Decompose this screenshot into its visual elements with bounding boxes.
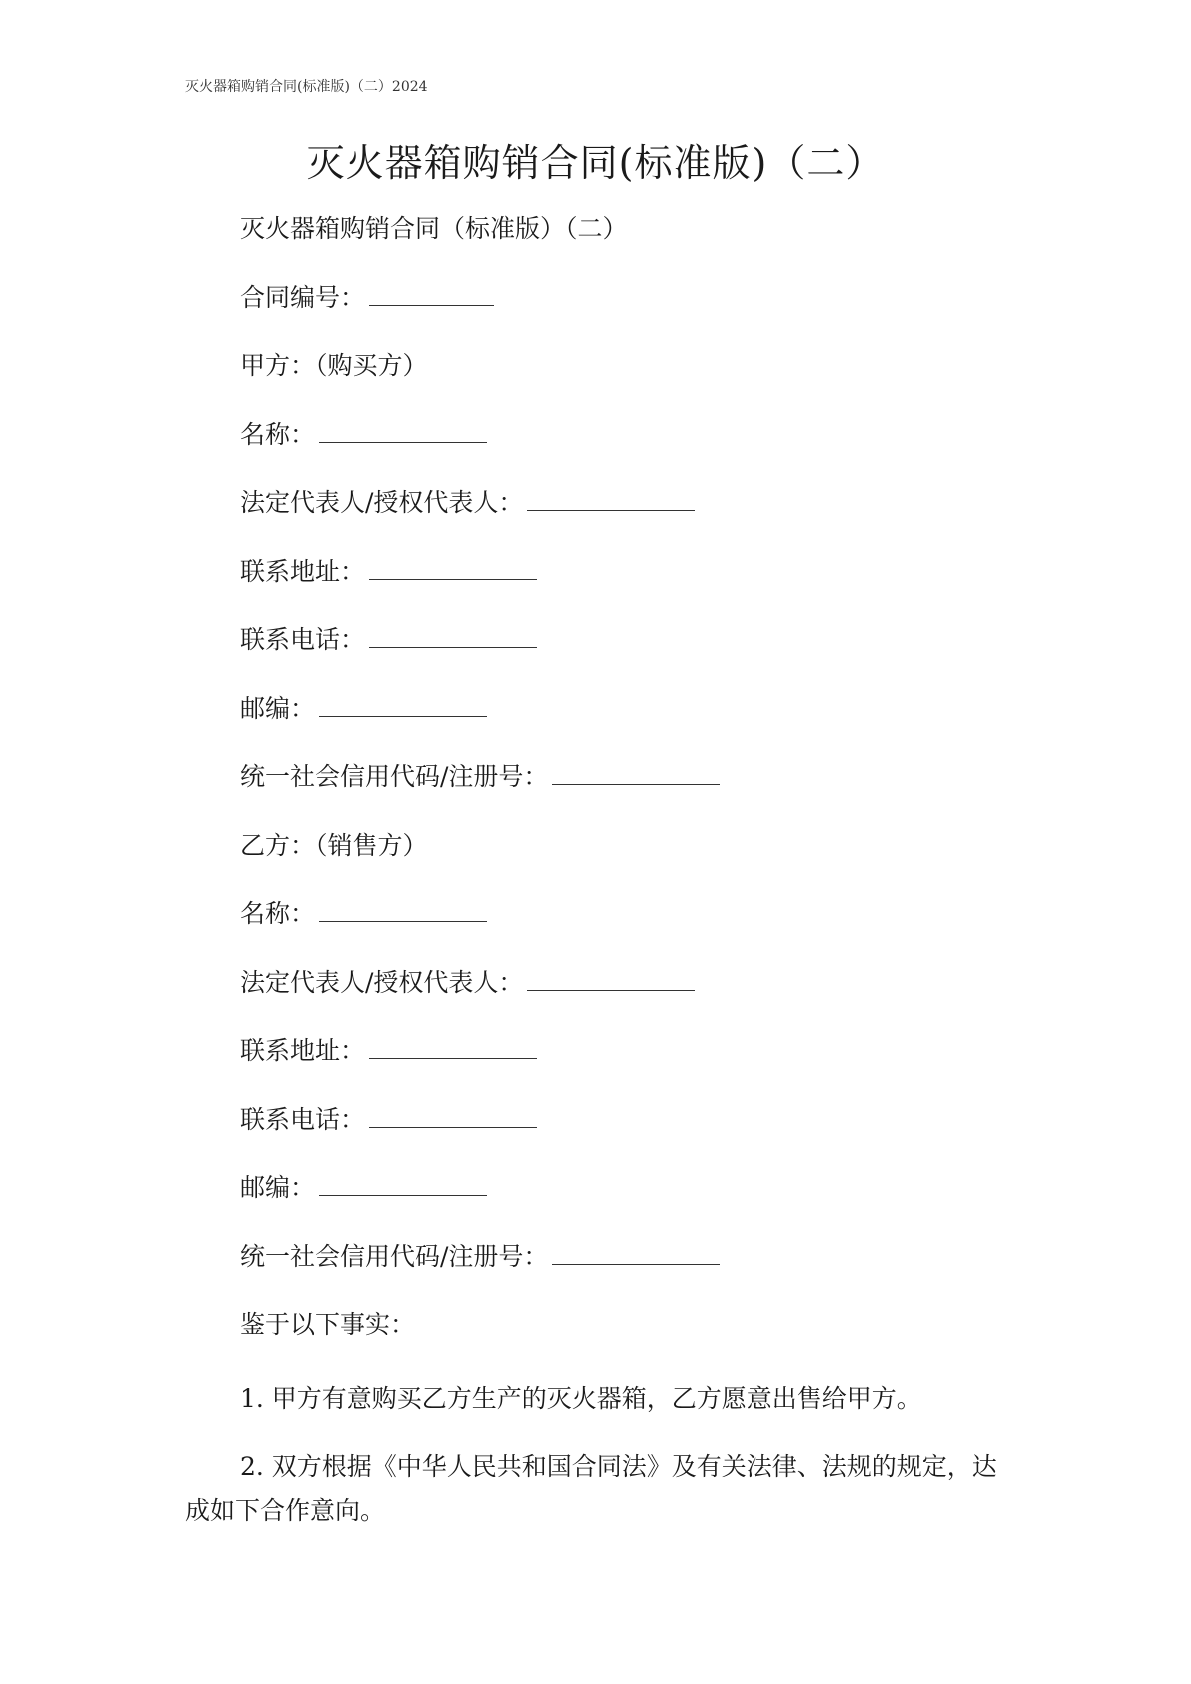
- recital-paragraph-1: 1. 甲方有意购买乙方生产的灭火器箱，乙方愿意出售给甲方。: [240, 1383, 922, 1413]
- fill-in-blank: [369, 281, 494, 306]
- section-heading: 乙方：（销售方）: [240, 830, 428, 860]
- field-party-b-credit-code: [185, 1240, 1015, 1309]
- field-label: 邮编：: [240, 693, 316, 723]
- fill-in-blank: [369, 555, 537, 580]
- party-a-heading: [185, 349, 1015, 418]
- field-party-b-representative: [185, 966, 1015, 1035]
- field-party-a-representative: [185, 486, 1015, 555]
- document-body: [185, 212, 1015, 1557]
- field-label: 邮编：: [240, 1173, 316, 1202]
- subtitle-text: 灭火器箱购销合同（标准版）（二）: [240, 214, 628, 243]
- section-heading: 鉴于以下事实：: [240, 1310, 416, 1339]
- party-b-heading: [185, 829, 1015, 898]
- fill-in-blank: [369, 1103, 537, 1128]
- field-party-a-name: [185, 418, 1015, 487]
- field-party-a-credit-code: [185, 760, 1015, 829]
- field-contract-number: [185, 281, 1015, 350]
- field-party-a-phone: [185, 623, 1015, 692]
- field-party-a-address: [185, 555, 1015, 624]
- field-label: 联系电话：: [240, 1104, 366, 1134]
- field-label: 联系地址：: [240, 1036, 366, 1065]
- document-title: 灭火器箱购销合同(标准版)（二）: [306, 141, 885, 185]
- fill-in-blank: [319, 897, 487, 922]
- fill-in-blank: [319, 1171, 487, 1196]
- field-label: 名称：: [240, 419, 316, 449]
- field-label: 名称：: [240, 899, 316, 928]
- fill-in-blank: [369, 1034, 537, 1059]
- fill-in-blank: [552, 1240, 720, 1265]
- field-party-b-address: [185, 1034, 1015, 1103]
- field-label: 统一社会信用代码/注册号：: [240, 1241, 549, 1271]
- recitals-heading: [185, 1308, 1015, 1377]
- fill-in-blank: [369, 623, 537, 648]
- fill-in-blank: [319, 418, 487, 443]
- field-label: 联系地址：: [240, 556, 366, 586]
- subtitle-line: [185, 212, 1015, 281]
- fill-in-blank: [552, 760, 720, 785]
- fill-in-blank: [527, 966, 695, 991]
- field-party-b-phone: [185, 1103, 1015, 1172]
- field-label: 合同编号：: [240, 282, 366, 312]
- field-party-a-postcode: [185, 692, 1015, 761]
- field-label: 联系电话：: [240, 625, 366, 654]
- field-party-b-postcode: [185, 1171, 1015, 1240]
- section-heading: 甲方：（购买方）: [240, 351, 428, 380]
- recital-paragraph-2: 2. 双方根据《中华人民共和国合同法》及有关法律、法规的规定，达成如下合作意向。: [185, 1451, 997, 1525]
- field-label: 统一社会信用代码/注册号：: [240, 762, 549, 791]
- fill-in-blank: [319, 692, 487, 717]
- field-label: 法定代表人/授权代表人：: [240, 488, 524, 517]
- field-label: 法定代表人/授权代表人：: [240, 967, 524, 997]
- running-header: 灭火器箱购销合同(标准版)（二）2024: [185, 79, 428, 95]
- fill-in-blank: [527, 486, 695, 511]
- field-party-b-name: [185, 897, 1015, 966]
